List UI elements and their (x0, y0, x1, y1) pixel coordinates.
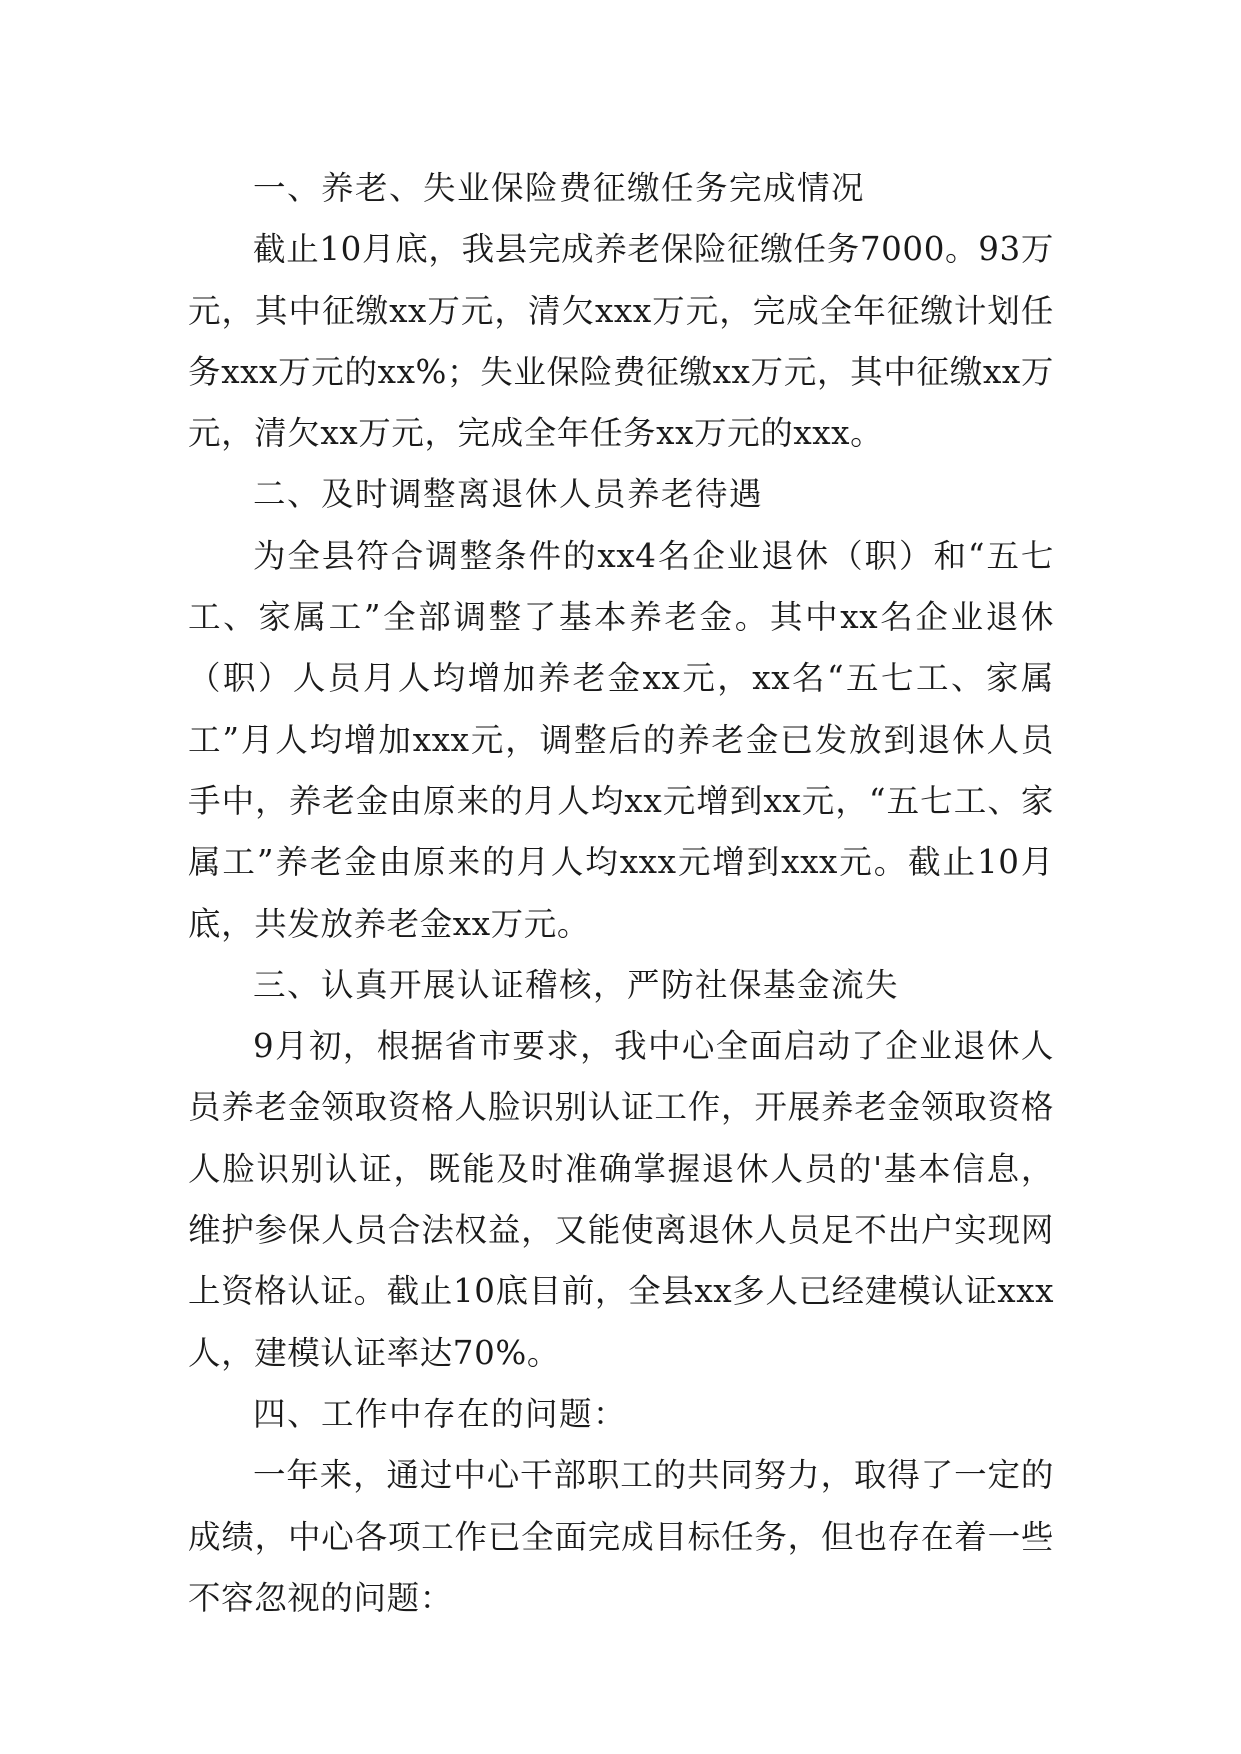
paragraph-2: 为全县符合调整条件的xx4名企业退休（职）和“五七工、家属工”全部调整了基本养老金。其中xx名企业退休（职）人员月人均增加养老金xx元，xx名“五七工、家属工”月人均增加xxx元，调整后的养老金已发放到退休人员手中，养老金由原来的月人均xx元增到xx元，“五七工、家属工”养老金由原来的月人均xxx元增到xxx元。截止10月底，共发放养老金xx万元。 (188, 536, 1054, 943)
paragraph-4: 一年来，通过中心干部职工的共同努力，取得了一定的成绩，中心各项工作已全面完成目标任务，但也存在着一些不容忽视的问题： (188, 1456, 1054, 1617)
document-body (188, 158, 1054, 1629)
section-heading-4: 四、工作中存在的问题： (253, 1394, 628, 1433)
paragraph-3: 9月初，根据省市要求，我中心全面启动了企业退休人员养老金领取资格人脸识别认证工作，开展养老金领取资格人脸识别认证，既能及时准确掌握退休人员的'基本信息，维护参保人员合法权益，又能使离退休人员足不出户实现网上资格认证。截止10底目前，全县xx多人已经建模认证xxx人，建模认证率达70%。 (188, 1027, 1054, 1372)
section-heading-2: 二、及时调整离退休人员养老待遇 (253, 475, 764, 514)
section-heading-3: 三、认真开展认证稽核，严防社保基金流失 (253, 965, 900, 1004)
paragraph-1: 截止10月底，我县完成养老保险征缴任务7000。93万元，其中征缴xx万元，清欠xxx万元，完成全年征缴计划任务xxx万元的xx%；失业保险费征缴xx万元，其中征缴xx万元，清欠xx万元，完成全年任务xx万元的xxx。 (188, 230, 1054, 453)
section-heading-1: 一、养老、失业保险费征缴任务完成情况 (253, 169, 866, 207)
